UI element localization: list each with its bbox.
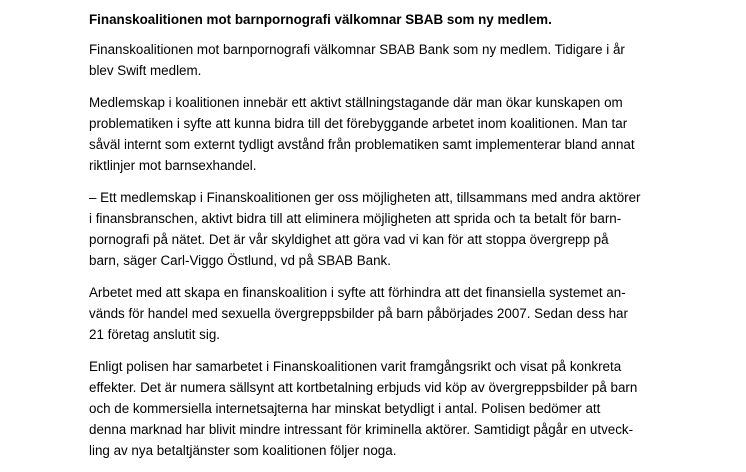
paragraph-line: såväl internt som externt tydligt avstånd från problematiken samt implementerar bland annat <box>89 137 635 152</box>
paragraph-line: Arbetet med att skapa en finanskoalition i syfte att förhindra att det finansiella systemet an- <box>89 285 626 300</box>
paragraph-line: i finansbranschen, aktivt bidra till att eliminera möjligheten att sprida och ta betalt för barn- <box>89 211 622 226</box>
paragraph-line: ling av nya betaltjänster som koalitionen följer noga. <box>89 443 397 458</box>
paragraph-line: vänds för handel med sexuella övergreppsbilder på barn påbörjades 2007. Sedan dess har <box>89 306 628 321</box>
paragraph-1 <box>89 39 669 81</box>
paragraph-line: denna marknad har blivit mindre intressant för kriminella aktörer. Samtidigt pågår en utveck- <box>89 422 634 437</box>
paragraph-line: Finanskoalitionen mot barnpornografi välkomnar SBAB Bank som ny medlem. Tidigare i år <box>89 42 625 57</box>
paragraph-3-quote <box>89 187 669 271</box>
paragraph-line: riktlinjer mot barnsexhandel. <box>89 158 257 173</box>
document-body <box>89 9 669 472</box>
paragraph-line: pornografi på nätet. Det är vår skyldighet att göra vad vi kan för att stoppa övergrepp på <box>89 232 609 247</box>
paragraph-line: Enligt polisen har samarbetet i Finanskoalitionen varit framgångsrikt och visat på konkreta <box>89 359 622 374</box>
paragraph-line: blev Swift medlem. <box>89 63 202 78</box>
paragraph-line: problematiken i syfte att kunna bidra till det förebyggande arbetet inom koalitionen. Man tar <box>89 116 628 131</box>
paragraph-line: 21 företag anslutit sig. <box>89 327 221 342</box>
paragraph-line: barn, säger Carl-Viggo Östlund, vd på SBAB Bank. <box>89 253 391 268</box>
paragraph-5 <box>89 356 669 461</box>
paragraph-4 <box>89 282 669 345</box>
paragraph-line: och de kommersiella internetsajterna har minskat betydligt i antal. Polisen bedömer att <box>89 401 601 416</box>
paragraph-2 <box>89 92 669 176</box>
paragraph-line: Medlemskap i koalitionen innebär ett aktivt ställningstagande där man ökar kunskapen om <box>89 95 623 110</box>
paragraph-line: effekter. Det är numera sällsynt att kortbetalning erbjuds vid köp av övergreppsbilder på barn <box>89 380 638 395</box>
paragraph-line: – Ett medlemskap i Finanskoalitionen ger oss möjligheten att, tillsammans med andra aktörer <box>89 190 641 205</box>
document-title: Finanskoalitionen mot barnpornografi välkomnar SBAB som ny medlem. <box>89 12 552 27</box>
